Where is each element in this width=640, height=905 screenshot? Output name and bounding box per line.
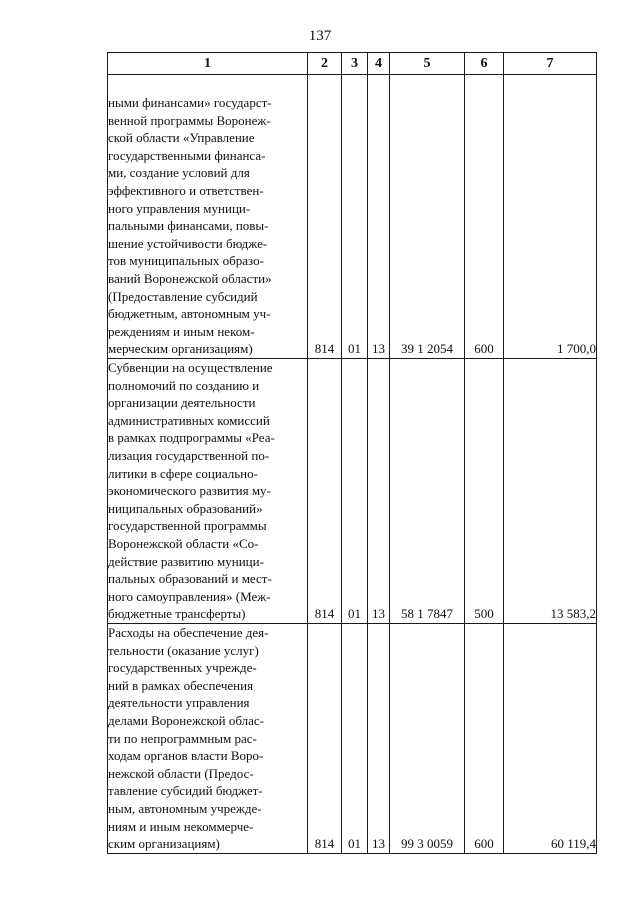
expense-type-code: 600 xyxy=(465,75,504,359)
table-row xyxy=(108,624,597,854)
description-line: ваний Воронежской области» xyxy=(108,271,272,287)
description-line: ного управления муници- xyxy=(108,200,251,216)
description-line: государственной программы xyxy=(108,518,267,534)
column-header-2: 2 xyxy=(308,53,342,75)
description-line: реждениям и иным неком- xyxy=(108,323,255,339)
description-line: ской области «Управление xyxy=(108,130,255,146)
header-row xyxy=(108,53,597,75)
column-header-7: 7 xyxy=(504,53,597,75)
description-line: ным, автономным учрежде- xyxy=(108,800,262,816)
section-code: 01 xyxy=(342,75,368,359)
expense-type-code: 600 xyxy=(465,624,504,854)
description-line: ниципальных образований» xyxy=(108,500,263,516)
column-header-5: 5 xyxy=(390,53,465,75)
subsection-code: 13 xyxy=(368,624,390,854)
description-line: в рамках подпрограммы «Реа- xyxy=(108,430,275,446)
row-description xyxy=(108,359,308,624)
target-article-code: 58 1 7847 xyxy=(390,359,465,624)
section-code: 01 xyxy=(342,624,368,854)
description-line: делами Воронежской облас- xyxy=(108,712,264,728)
description-line: эффективного и ответствен- xyxy=(108,183,264,199)
description-line: тельности (оказание услуг) xyxy=(108,642,259,658)
column-header-1: 1 xyxy=(108,53,308,75)
description-line: (Предоставление субсидий xyxy=(108,288,258,304)
description-line: полномочий по созданию и xyxy=(108,377,260,393)
description-line: тов муниципальных образо- xyxy=(108,253,264,269)
description-line: государственных учрежде- xyxy=(108,660,257,676)
target-article-code: 39 1 2054 xyxy=(390,75,465,359)
description-line: тавление субсидий бюджет- xyxy=(108,783,263,799)
description-line: Расходы на обеспечение дея- xyxy=(108,625,269,640)
description-line: бюджетным, автономным уч- xyxy=(108,306,271,322)
description-line: экономического развития му- xyxy=(108,483,271,499)
description-line: шение устойчивости бюдже- xyxy=(108,235,268,251)
row-description xyxy=(108,624,308,854)
description-line: бюджетные трансферты) xyxy=(108,606,246,622)
page-number: 137 xyxy=(308,28,332,44)
description-line: ными финансами» государст- xyxy=(108,95,272,111)
description-line: административных комиссий xyxy=(108,412,270,428)
description-line: нежской области (Предос- xyxy=(108,765,254,781)
description-line: ний в рамках обеспечения xyxy=(108,677,254,693)
description-line: ного самоуправления» (Меж- xyxy=(108,588,271,604)
amount-value: 1 700,0 xyxy=(504,75,597,359)
ministry-code: 814 xyxy=(308,624,342,854)
subsection-code: 13 xyxy=(368,75,390,359)
description-line: действие развитию муници- xyxy=(108,553,264,569)
description-line: литики в сфере социально- xyxy=(108,465,258,481)
subsection-code: 13 xyxy=(368,359,390,624)
description-line: лизация государственной по- xyxy=(108,448,270,464)
target-article-code: 99 3 0059 xyxy=(390,624,465,854)
description-line: ти по непрограммным рас- xyxy=(108,730,257,746)
ministry-code: 814 xyxy=(308,359,342,624)
description-line: венной программы Воронеж- xyxy=(108,112,271,128)
description-line: ским организациям) xyxy=(108,836,220,852)
description-line: государственными финанса- xyxy=(108,147,266,163)
description-line: ниям и иным некоммерче- xyxy=(108,818,254,834)
section-code: 01 xyxy=(342,359,368,624)
budget-table xyxy=(107,52,597,854)
description-line: организации деятельности xyxy=(108,395,256,411)
description-line: деятельности управления xyxy=(108,695,250,711)
amount-value: 60 119,4 xyxy=(504,624,597,854)
column-header-4: 4 xyxy=(368,53,390,75)
description-line: пальных образований и мест- xyxy=(108,571,272,587)
ministry-code: 814 xyxy=(308,75,342,359)
expense-type-code: 500 xyxy=(465,359,504,624)
amount-value: 13 583,2 xyxy=(504,359,597,624)
column-header-6: 6 xyxy=(465,53,504,75)
table-row xyxy=(108,359,597,624)
row-description xyxy=(108,75,308,359)
description-line: пальными финансами, повы- xyxy=(108,218,269,234)
description-line: Субвенции на осуществление xyxy=(108,360,273,376)
table-row xyxy=(108,75,597,359)
description-line: мерческим организациям) xyxy=(108,341,253,357)
column-header-3: 3 xyxy=(342,53,368,75)
description-line: ходам органов власти Воро- xyxy=(108,748,264,764)
description-line: Воронежской области «Со- xyxy=(108,536,259,552)
description-line: ми, создание условий для xyxy=(108,165,250,181)
